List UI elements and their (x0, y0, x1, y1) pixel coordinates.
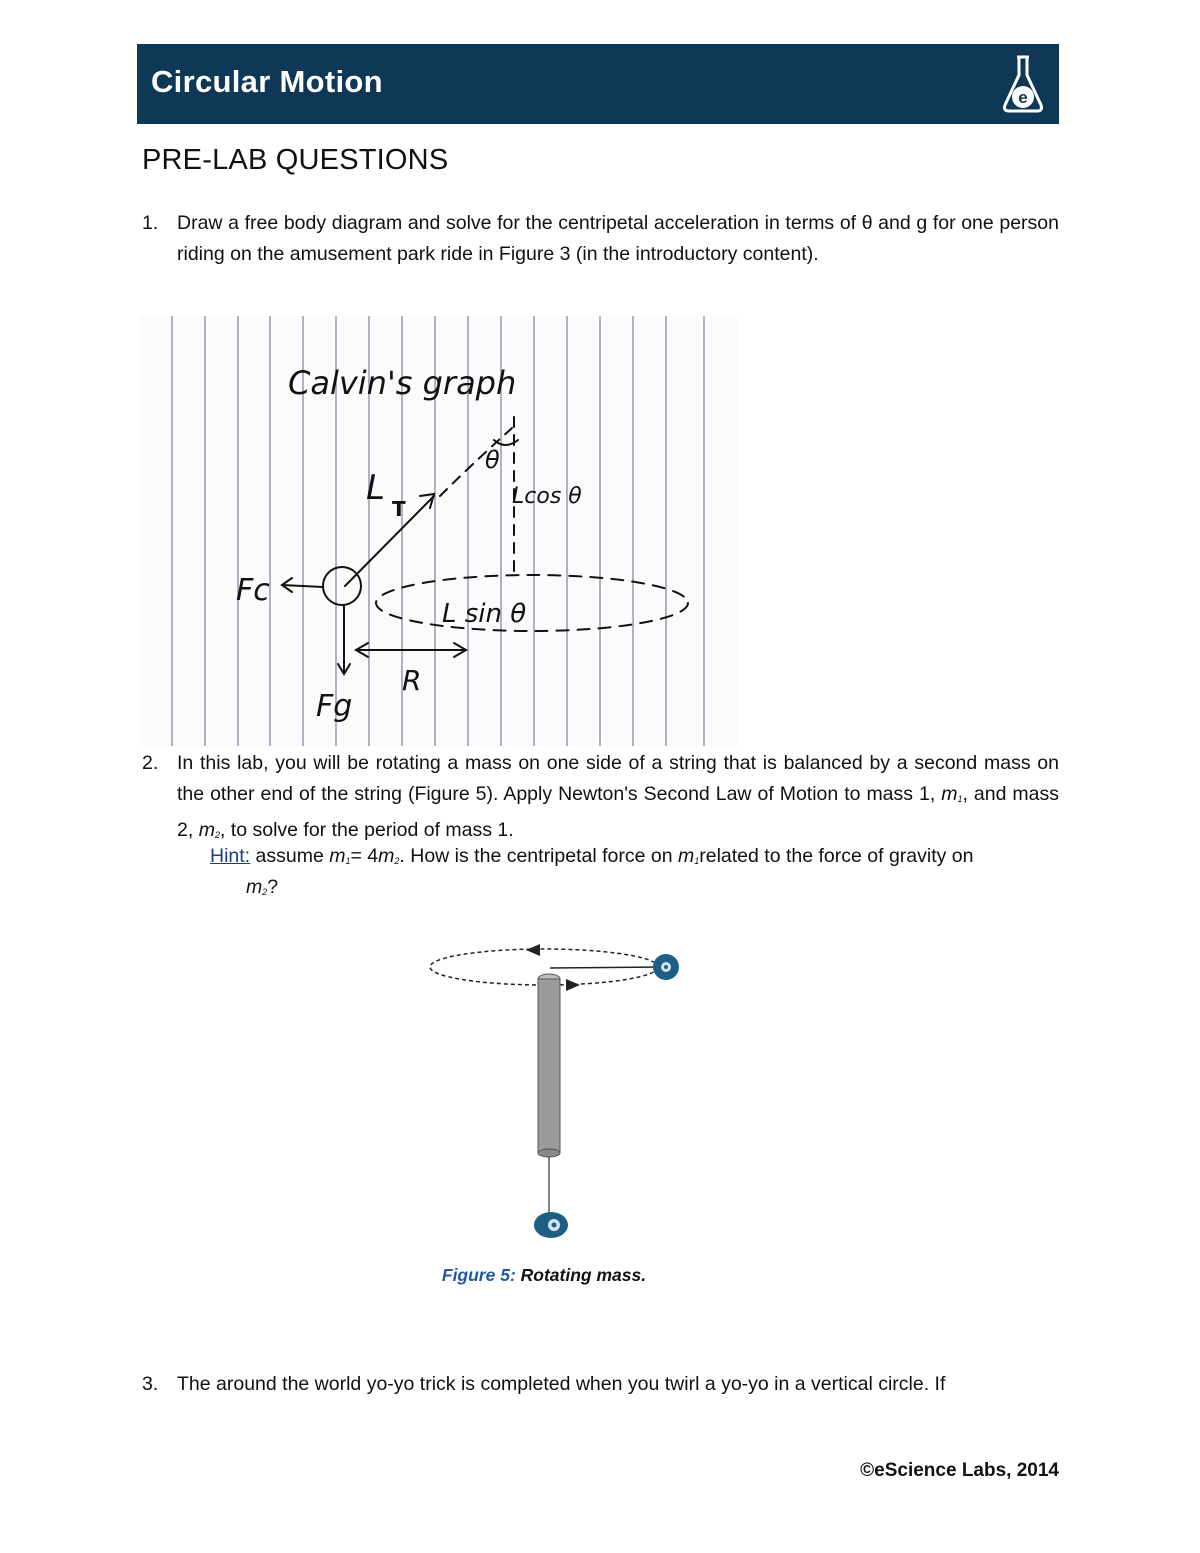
footer-copyright: ©eScience Labs, 2014 (860, 1460, 1059, 1481)
question-number: 3. (142, 1373, 159, 1395)
tension-subscript: T (392, 497, 406, 521)
theta-label: θ (485, 446, 500, 474)
hint-continuation: $m_2$? (246, 876, 279, 898)
figure-caption (0, 1265, 1088, 1286)
figure-label: Figure 5: (441, 1265, 516, 1285)
question-2 (142, 748, 1059, 851)
r-label: R (402, 664, 422, 697)
question-1 (142, 208, 1059, 270)
lcos-label: Lcos θ (512, 484, 582, 509)
tube (538, 979, 560, 1153)
section-title: PRE-LAB QUESTIONS (142, 144, 449, 176)
hint-line: Hint: assume $m_1= 4m_2$. How is the centripetal force on $m_1related$ to the force of gravity on (210, 845, 974, 867)
fc-label: Fc (236, 573, 270, 608)
free-body-sketch (140, 316, 738, 746)
question-text: Draw a free body diagram and solve for the centripetal acceleration in terms of θ and g for one person riding on the amusement park ride in Figure 3 (in the introductory content). (177, 212, 1059, 265)
page-title: Circular Motion (151, 64, 383, 99)
question-text: In this lab, you will be rotating a mass on one side of a string that is balanced by a second mass on the other end of the string (Figure 5). Apply Newton's Second Law of Motion to mass 1, $m_1$, and mass 2, $m_2$, to solve for the period of mass 1. (177, 752, 1059, 841)
orbit-arrow-bottom (566, 979, 580, 991)
figure-5-rotating-mass (418, 930, 708, 1250)
lsin-label: L sin θ (442, 599, 527, 629)
question-3 (142, 1369, 1059, 1400)
question-number: 2. (142, 752, 159, 774)
tension-label: L (366, 468, 385, 508)
sketch-title: Calvin's graph (288, 364, 517, 402)
orbit-arrow-top (526, 944, 540, 956)
flask-e-icon (1001, 53, 1045, 115)
svg-text:e: e (1018, 88, 1028, 107)
hint-label: Hint: (210, 845, 251, 867)
header-bar (137, 44, 1059, 124)
question-text: The around the world yo-yo trick is completed when you twirl a yo-yo in a vertical circle. If (177, 1373, 946, 1395)
fg-label: Fg (316, 689, 353, 724)
figure-caption-text: Rotating mass. (520, 1265, 647, 1285)
question-number: 1. (142, 212, 159, 234)
